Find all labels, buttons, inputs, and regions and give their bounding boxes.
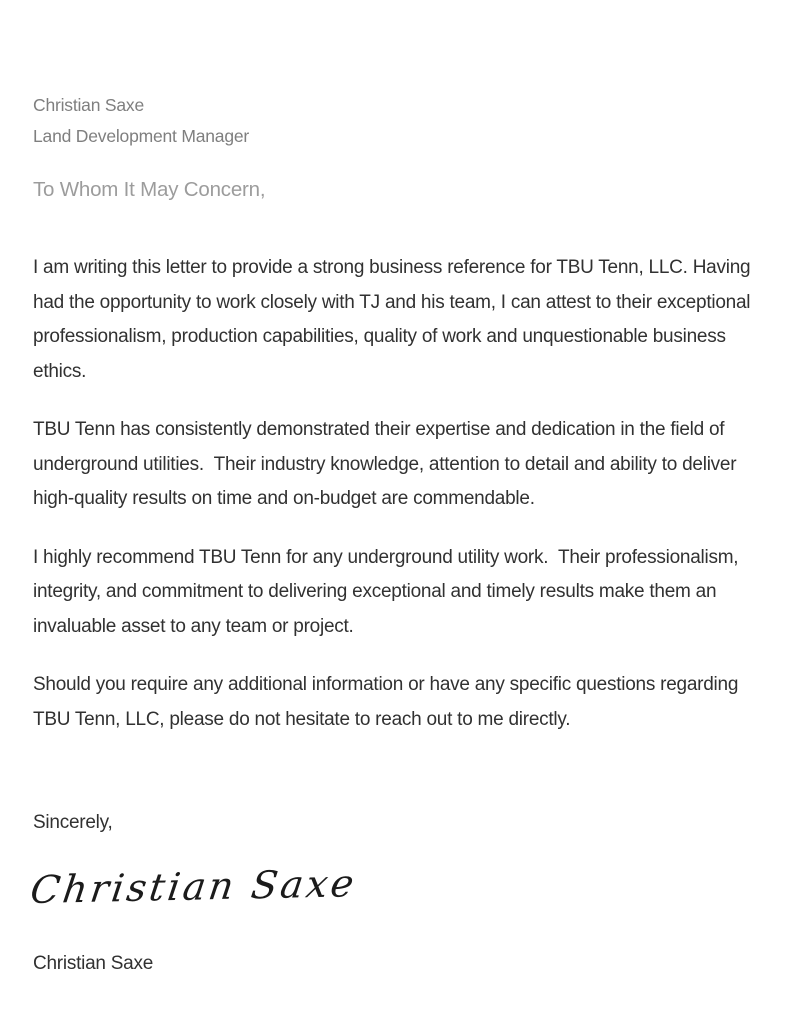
handwritten-signature: Christian Saxe xyxy=(27,861,360,913)
typed-signature-name: Christian Saxe xyxy=(33,953,154,974)
sender-block xyxy=(33,90,777,152)
sender-title: Land Development Manager xyxy=(33,126,250,146)
salutation: To Whom It May Concern, xyxy=(33,178,266,201)
paragraph-contact: Should you require any additional information or have any specific questions regarding TBU Tenn, LLC, please do not hesitate to reach out to me directly. xyxy=(33,674,743,730)
closing-salutation: Sincerely, xyxy=(33,812,113,833)
paragraph-expertise: TBU Tenn has consistently demonstrated their expertise and dedication in the field of underground utilities. Their industry knowledge, attention to detail and ability to deliver high-quality results on time and on-budget are commendable. xyxy=(33,419,742,509)
paragraph-recommendation: I highly recommend TBU Tenn for any underground utility work. Their professionalism, integrity, and commitment to delivering exceptional and timely results make them an invaluable asset to any team or project. xyxy=(33,546,744,637)
paragraph-reference-intro: I am writing this letter to provide a strong business reference for TBU Tenn, LLC. Having had the opportunity to work closely with TJ and his team, I can attest to their exceptional professionalism, production capabilities, quality of work and unquestionable business ethics. xyxy=(33,257,756,382)
sender-name: Christian Saxe xyxy=(33,95,145,115)
